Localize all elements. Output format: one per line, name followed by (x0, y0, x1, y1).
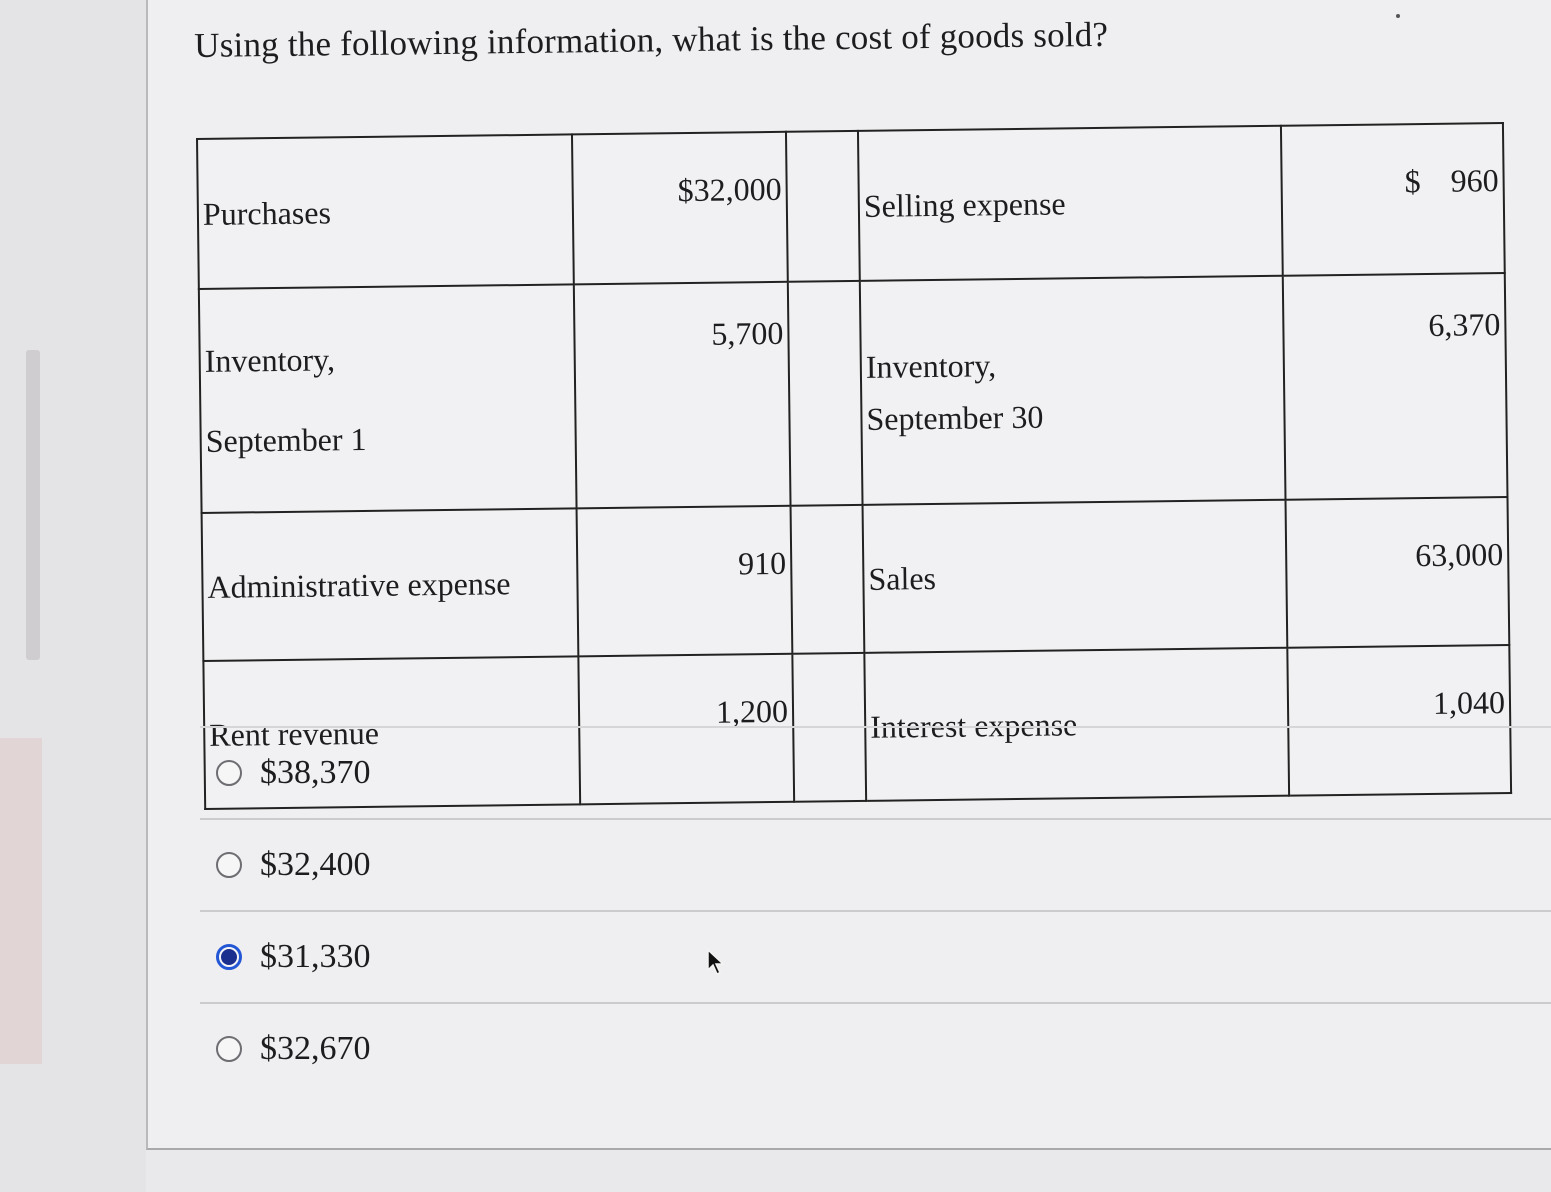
label-line: Inventory, (204, 341, 336, 379)
label-line: September 30 (866, 398, 1044, 437)
label-line: Inventory, (865, 347, 997, 385)
label-line: September 1 (205, 420, 367, 459)
table-cell-label: Interest expense (864, 648, 1288, 801)
answer-option[interactable] (200, 1002, 1551, 1094)
table-cell-label: Selling expense (858, 126, 1282, 281)
table-cell-label: Sales (863, 500, 1287, 653)
table-cell-label: Administrative expense (202, 508, 578, 661)
answer-option-label[interactable]: $32,670 (260, 1030, 371, 1067)
table-cell-amount: $32,000 (572, 132, 788, 285)
answer-options (200, 726, 1551, 1094)
answer-option[interactable] (200, 910, 1551, 1002)
left-panel-shade (0, 738, 42, 1064)
answer-option-label[interactable]: $38,370 (260, 754, 371, 791)
scrollbar[interactable] (26, 350, 40, 660)
radio-button-icon[interactable] (216, 760, 242, 786)
table-cell-spacer (788, 281, 863, 506)
table-cell-label (860, 276, 1285, 505)
table-cell-amount (1281, 123, 1505, 276)
table-cell-amount: 6,370 (1282, 273, 1507, 500)
table-cell-amount: 1,200 (578, 654, 794, 805)
radio-button-icon[interactable] (216, 852, 242, 878)
table-cell-amount: 5,700 (573, 282, 790, 509)
table-row (197, 123, 1505, 289)
table-cell-amount: 63,000 (1285, 497, 1509, 648)
table-cell-amount: 910 (576, 506, 792, 657)
table-cell-label: Purchases (197, 134, 573, 289)
table-row (202, 497, 1510, 661)
data-table (196, 122, 1512, 810)
radio-button-icon[interactable] (216, 1036, 242, 1062)
table-row (199, 273, 1508, 513)
radio-button-icon[interactable] (216, 944, 242, 970)
question-text: Using the following information, what is the cost of goods sold? (194, 14, 1109, 65)
answer-option[interactable] (200, 726, 1551, 818)
table-cell-label: Rent revenue (203, 656, 579, 809)
currency-symbol: $ (1404, 163, 1421, 200)
answer-option-label[interactable]: $31,330 (260, 938, 371, 975)
answer-option-label[interactable]: $32,400 (260, 846, 371, 883)
table-cell-amount: 1,040 (1287, 645, 1511, 796)
table-cell-spacer (786, 131, 860, 282)
table-cell-spacer (790, 505, 864, 654)
answer-option[interactable] (200, 818, 1551, 910)
decorative-dot (1396, 14, 1400, 18)
table-cell-label (199, 284, 576, 513)
amount-value: 960 (1450, 162, 1499, 199)
